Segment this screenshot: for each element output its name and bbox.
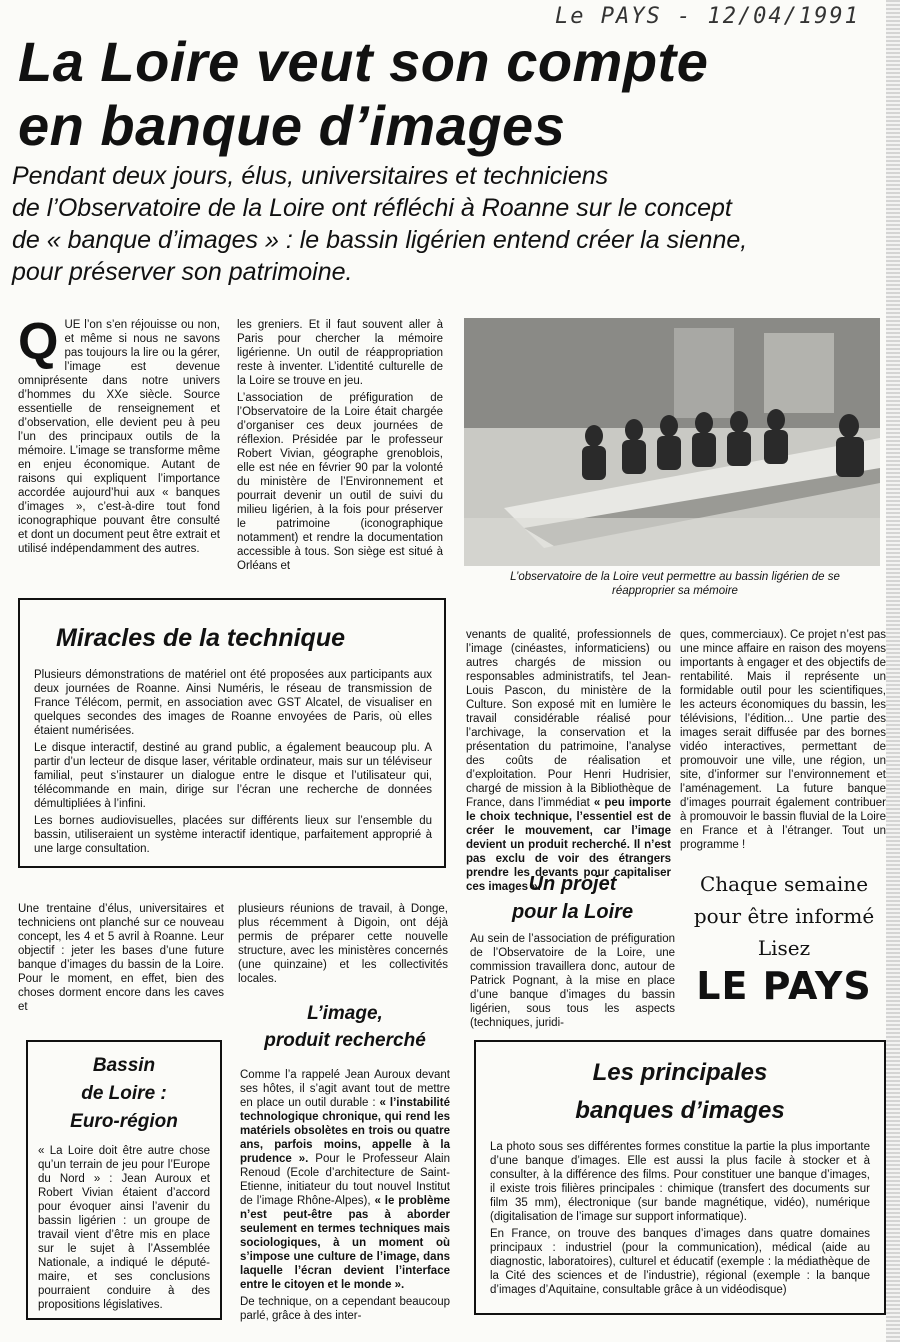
image-produit-para-1 [240,1068,450,1292]
miracles-para-3: Les bornes audiovisuelles, placées sur différents lieux sur l’ensemble du bassin, utiliseraient un système interactif identique, parfaitement approprié à une large consultation. [34,815,432,855]
principales-para-2: En France, on trouve des banques d’images dans quatre domaines principaux : industriel (pour la communication), médical (aide au diagnostic, laboratoires), culturel et éducatif (exemple : la médiathèque de la Cité des sciences et de l’industrie), régional (exemple : la banque d’images d’Aquitaine, consultable grâce à un vidéodisque) [490,1228,870,1296]
deck-line-4: pour préserver son patrimoine. [12,258,353,286]
miracles-para-2: Le disque interactif, destiné au grand public, a également beaucoup plu. A partir d’un lecteur de disque laser, véritable ordinateur, mais sur un téléviseur familial, peut s’instaurer un dialogue entre le disque et l’utilisateur qui, télécommande en main, dirige sur l’écran une recherche de données démultipliées à l’infini. [34,742,432,810]
headline-line-1: La Loire veut son compte [18,30,709,93]
image-produit-title-line-2: produit recherché [264,1030,426,1051]
deck-line-1: Pendant deux jours, élus, universitaires et techniciens [12,162,609,190]
intro-column-2-para-1: les greniers. Et il faut souvent aller à Paris pour chercher la mémoire ligérienne. Un outil de réappropriation reste à inventer. L’identité culturelle de la Loire se trouve en jeu. [237,319,443,387]
miracles-body [34,668,432,856]
projet-section [470,870,675,1030]
headline [18,30,868,158]
bassin-text: « La Loire doit être autre chose qu’un terrain de jeu pour l’Europe du Nord » : Jean Auroux et Robert Vivian étaient d’accord pour évoquer ainsi l’avenir du bassin ligérien : un groupe de travail vient d’être mis en place sur le sujet à l’Assemblée Nationale, a indiqué le député-maire, et ses conclusions pourraient conduire à des propositions législatives. [38,1145,210,1311]
mid-column-2 [680,628,886,852]
deck-line-2: de l’Observatoire de la Loire ont réfléchi à Roanne sur le concept [12,194,732,222]
intro-column-2-para-2: L’association de préfiguration de l’Observatoire de la Loire était chargée d’organiser ces deux journées de réflexion. Présidée par le professeur Robert Vivian, géographe grenoblois, elle est née en février 90 par la volonté du ministère de l’Environnement et pourrait devenir un outil de suivi du milieu ligérien, à la fois pour préserver le patrimoine (iconographique notamment) et rendre la documentation accessible à tous. Son siège est situé à Orléans et [237,392,443,572]
projet-title-line-2: pour la Loire [511,901,634,923]
scan-edge [886,0,900,1342]
lower-column-1-text: Une trentaine d’élus, universitaires et techniciens ont planché sur ce nouveau concept, les 4 et 5 avril à Roanne. Leur objectif : jeter les bases d’une future banque d’images du bassin de la Loire. Pour le moment, en effet, bien des choses dorment encore dans les caves et [18,903,224,1013]
deck [12,160,882,288]
image-produit-body [240,1068,450,1323]
principales-title-line-1: Les principales [592,1059,768,1086]
le-pays-logo: LE PAYS [696,964,872,1008]
mid-column-1 [466,628,671,894]
lower-column-1 [18,902,224,1014]
handwritten-source-note: Le PAYS - 12/04/1991 [555,4,860,29]
bassin-box [26,1040,222,1320]
advert-line-1: Chaque semaine [699,872,869,896]
principales-title-line-2: banques d’images [575,1097,785,1124]
mid-column-1-quote: « peu importe le choix technique, l’essentiel est de créer le mouvement, car l’image devient un produit recherché. Il n’est pas exclu de voir des étrangers prendre les devants pour capitaliser ces images ». [466,797,672,893]
bassin-title-line-1: Bassin [92,1055,156,1076]
mid-column-1-text: venants de qualité, professionnels de l’image (cinéastes, informaticiens) ou autres chargés de mission ou responsables administratifs, tel Jean-Louis Pascon, du ministère de la Culture. Son exposé mit en lumière le travail considérable réalisé pour l’archivage, la conservation et la présentation du patrimoine, l’analyse des coûts de réalisation et d’exploitation. Pour Henri Hudrisier, chargé de mission à la Bibliothèque de France, dans l’immédiat [466,629,671,809]
miracles-title: Miracles de la technique [56,624,345,652]
deck-line-3: de « banque d’images » : le bassin ligérien entend créer la sienne, [12,226,748,254]
drop-cap: Q [18,313,59,371]
lower-column-2 [238,902,448,986]
bassin-title-line-3: Euro-région [70,1111,178,1132]
headline-line-2: en banque d’images [18,94,566,157]
intro-column-1 [18,313,220,556]
mid-column-2-text: ques, commerciaux). Ce projet n’est pas une mince affaire en raison des moyens importants à engager et des objectifs de rentabilité. Mais il représente un formidable outil pour les scientifiques, les acteurs économiques du bassin, les télévisions, l’édition... Une partie des images serait diffusée par des bornes vidéo interactives, permettant de promouvoir une ville, une région, un site, d’informer sur l’environnement et l’aménagement. La future banque d’images pourrait également contribuer à promouvoir le bassin fluvial de la Loire en France et à l’étranger. Tout un programme ! [680,629,886,851]
projet-text: Au sein de l’association de préfiguration de l’Observatoire de la Loire, une commission travaillera donc, autour de Patrick Pognant, à la mise en place d’une banque d’images du bassin ligérien, sous tous les aspects (techniques, juridi- [470,933,675,1029]
principales-box [474,1040,886,1315]
lower-column-2-text: plusieurs réunions de travail, à Donge, plus récemment à Digoin, ont déjà permis de préparer cette nouvelle structure, avec les ministères concernés (une quinzaine) et les collectivités locales. [238,903,448,985]
image-produit-para-2: De technique, on a cependant beaucoup parlé, grâce à des inter- [240,1296,450,1322]
meeting-photo-illustration [464,318,880,566]
image-produit-quote-1: « l’instabilité technologique chronique, qui rend les matériels obsolètes en trois ou quatre ans, parfois moins, appelle à la prudence ». [240,1097,450,1165]
image-produit-text-a: Comme l’a rappelé Jean Auroux devant ses hôtes, il s’agit avant tout de mettre en place un outil durable : [240,1069,450,1109]
bassin-body [38,1144,210,1312]
photo-caption-wrap [480,570,870,598]
projet-title-line-1: Un projet [528,873,617,895]
intro-column-2 [237,318,443,576]
image-produit-quote-2: « le problème n’est peut-être pas à aborder seulement en termes techniques mais sociologiques, à un moment où s’impose une culture de l’image, dans laquelle l’écran devient l’interface entre le citoyen et le monde ». [240,1195,451,1291]
miracles-para-1: Plusieurs démonstrations de matériel ont été proposées aux participants aux deux journées de Roanne. Ainsi Numéris, le réseau de transmission de France Télécom, permit, en association avec GST Alcatel, de visualiser en quelques secondes des images de Roanne envoyées de Paris, où elles étaient numérisées. [34,669,432,737]
advert-line-2: pour être informé [693,904,875,928]
principales-para-1: La photo sous ses différentes formes constitue la partie la plus importante d’une banque d’images. Elle est aussi la plus facile à stocker et à consulter, à la différence des films. Pour constituer une banque d’images, il existe trois filières principales : chimique (transfert des documents sur film 35 mm), électronique (sur bande magnétique, vidéo), numérique (digitalisation de l’image sur support informatique). [490,1141,870,1223]
principales-body [490,1140,870,1297]
bassin-title-line-2: de Loire : [81,1083,167,1104]
photo-meeting [464,318,880,566]
miracles-box [18,598,446,868]
photo-caption: L’observatoire de la Loire veut permettre au bassin ligérien de se réapproprier sa mémoire [510,571,840,597]
advert-le-pays [684,868,884,1008]
image-produit-text-c: Pour le Professeur Alain Renoud (Ecole d’architecture de Saint-Etienne, initiateur du tout nouvel Institut de l’image Rhône-Alpes), [240,1153,450,1207]
image-produit-title-line-1: L’image, [307,1003,383,1024]
image-produit-section [240,1000,450,1326]
projet-body [470,932,675,1030]
advert-line-3: Lisez [757,936,811,960]
intro-column-1-text: UE l’on s’en réjouisse ou non, et même si nous ne savons pas toujours la lire ou la gérer, l’image est devenue omniprésente dans notre univers d’hommes du XXe siècle. Source essentielle de renseignement et d’observation, elle devient peu à peu l’un des principaux outils de la mémoire. L’image se transforme même en enjeu économique. Autant de raisons qui expliquent l’importance accordée aujourd’hui aux « banques d’images », c’est-à-dire tout fond iconographique pouvant être consulté et dont un document peut être extrait et utilisé indépendamment des autres. [18,319,220,555]
